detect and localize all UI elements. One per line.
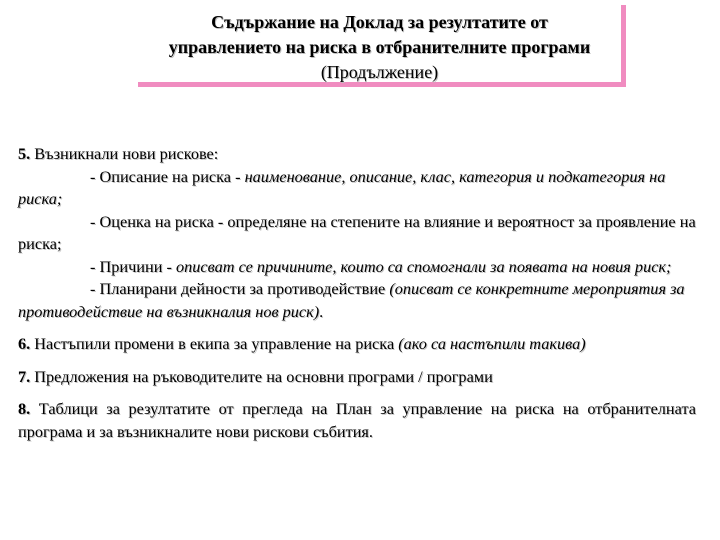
item-5-sub-3	[18, 256, 696, 279]
slide-title-subtitle: (Продължение)	[320, 62, 439, 82]
item-7	[18, 366, 696, 389]
item-5-sub-3-italic: описват се причините, които са спомогнали за появата на новия риск;	[176, 256, 672, 276]
item-5-sub-1-prefix: - Описание на риска -	[90, 166, 245, 186]
item-5-sub-4	[18, 278, 696, 323]
item-5-sub-2-text: - Оценка на риска - определяне на степените на влияние и вероятност за проявление на риска;	[18, 211, 696, 253]
item-6-number: 6.	[18, 334, 31, 353]
item-5-heading-text: Възникнали нови рискове:	[30, 144, 219, 163]
item-5-sub-3-prefix: - Причини -	[90, 256, 176, 276]
item-6-text: Настъпили промени в екипа за управление на риска	[30, 334, 399, 353]
item-5-sub-4-suffix: .	[319, 301, 324, 321]
item-5-sub-2	[18, 211, 696, 256]
item-5-sub-4-prefix: - Планирани дейности за противодействие	[90, 279, 390, 298]
slide-title-line-2: управлението на риска в отбранителните програми	[168, 37, 591, 57]
item-6-italic: (ако са настъпили такива)	[398, 334, 586, 353]
item-5-sub-1-italic: наименование, описание, клас, категория и подкатегория на риска;	[18, 166, 666, 208]
item-8-text: Таблици за резултатите от прегледа на План за управление на риска на отбранителната програма и за възникналите нови рискови събития.	[18, 399, 696, 441]
item-6	[18, 333, 696, 356]
item-8-number: 8.	[18, 399, 31, 418]
slide-title-box	[138, 5, 626, 87]
item-5-sub-1	[18, 166, 696, 211]
slide-title-line-1: Съдържание на Доклад за резултатите от	[211, 12, 548, 32]
item-5-sub-4-italic: (описват се конкретните мероприятия за противодействие на възникналия нов риск)	[18, 279, 685, 321]
item-8	[18, 398, 696, 443]
item-5-number: 5.	[18, 144, 31, 163]
item-7-number: 7.	[18, 366, 31, 386]
item-7-text: Предложения на ръководителите на основни програми / програми	[30, 366, 493, 386]
item-5-heading	[18, 143, 696, 166]
slide-body	[18, 143, 696, 443]
